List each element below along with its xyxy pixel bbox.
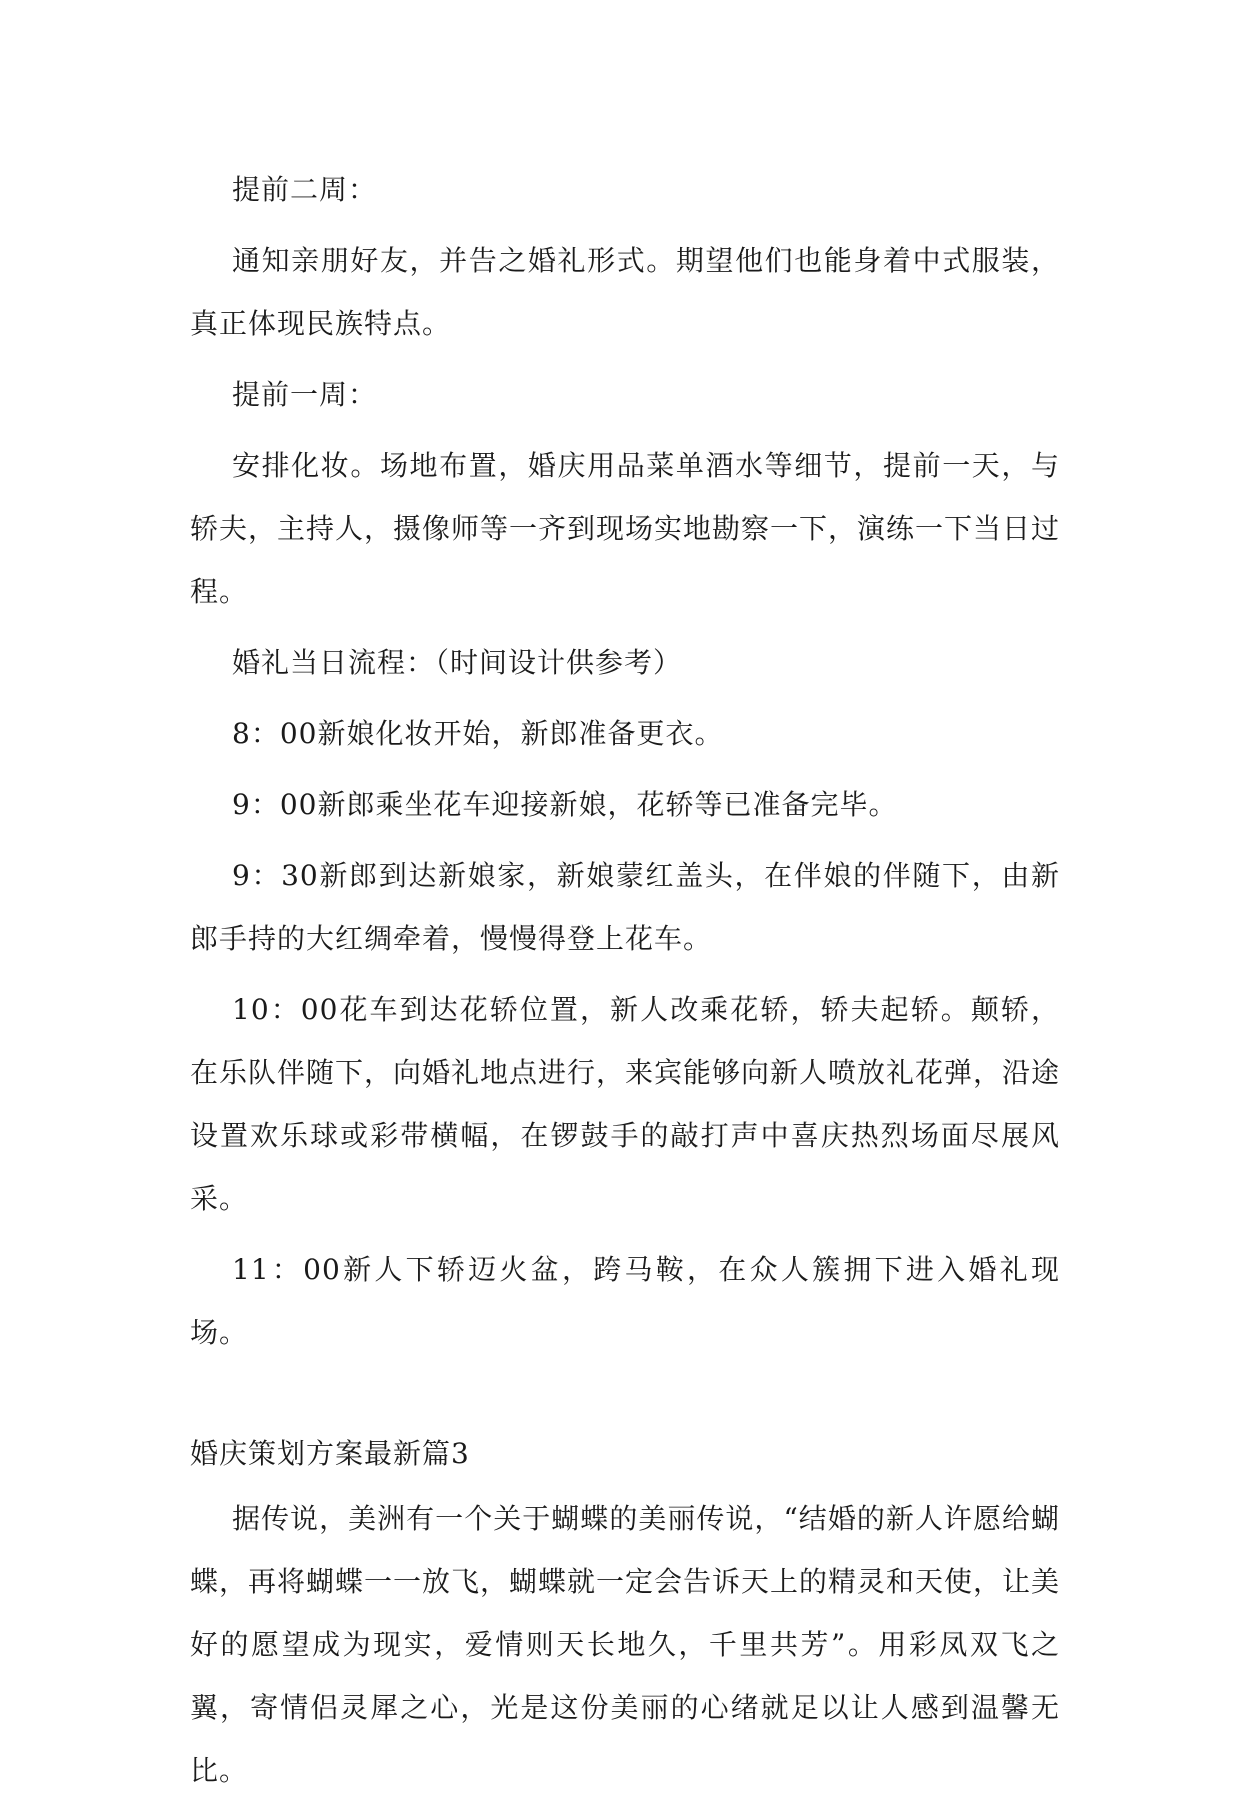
paragraph-schedule-0930: 9：30新郎到达新娘家，新娘蒙红盖头，在伴娘的伴随下，由新郎手持的大红绸牵着，慢慢得登上花车。 bbox=[190, 859, 1060, 955]
document-body bbox=[190, 158, 1060, 1810]
section-heading: 婚庆策划方案最新篇3 bbox=[190, 1437, 470, 1470]
paragraph-wedding-day-schedule-title: 婚礼当日流程：（时间设计供参考） bbox=[232, 646, 683, 679]
paragraph-schedule-1000: 10：00花车到达花轿位置，新人改乘花轿，轿夫起轿。颠轿，在乐队伴随下，向婚礼地点进行，来宾能够向新人喷放礼花弹，沿途设置欢乐球或彩带横幅，在锣鼓手的敲打声中喜庆热烈场面尽展风采。 bbox=[190, 993, 1061, 1215]
paragraph-butterfly-legend: 据传说，美洲有一个关于蝴蝶的美丽传说，“结婚的新人许愿给蝴蝶，再将蝴蝶一一放飞，蝴蝶就一定会告诉天上的精灵和天使，让美好的愿望成为现实，爱情则天长地久，千里共芳”。用彩凤双飞之翼，寄情侣灵犀之心，光是这份美丽的心绪就足以让人感到温馨无比。 bbox=[190, 1502, 1061, 1787]
paragraph-one-week-before-title: 提前一周： bbox=[232, 378, 378, 411]
paragraph-schedule-0900: 9：00新郎乘坐花车迎接新娘，花轿等已准备完毕。 bbox=[232, 788, 898, 821]
paragraph-arrangements: 安排化妆。场地布置，婚庆用品菜单酒水等细节，提前一天，与轿夫，主持人，摄像师等一齐到现场实地勘察一下，演练一下当日过程。 bbox=[190, 449, 1061, 608]
paragraph-schedule-0800: 8：00新娘化妆开始，新郎准备更衣。 bbox=[232, 717, 724, 750]
paragraph-notify-guests: 通知亲朋好友，并告之婚礼形式。期望他们也能身着中式服装，真正体现民族特点。 bbox=[190, 244, 1060, 340]
paragraph-two-weeks-before-title: 提前二周： bbox=[232, 173, 378, 206]
paragraph-schedule-1100: 11：00新人下轿迈火盆，跨马鞍，在众人簇拥下进入婚礼现场。 bbox=[190, 1253, 1060, 1349]
